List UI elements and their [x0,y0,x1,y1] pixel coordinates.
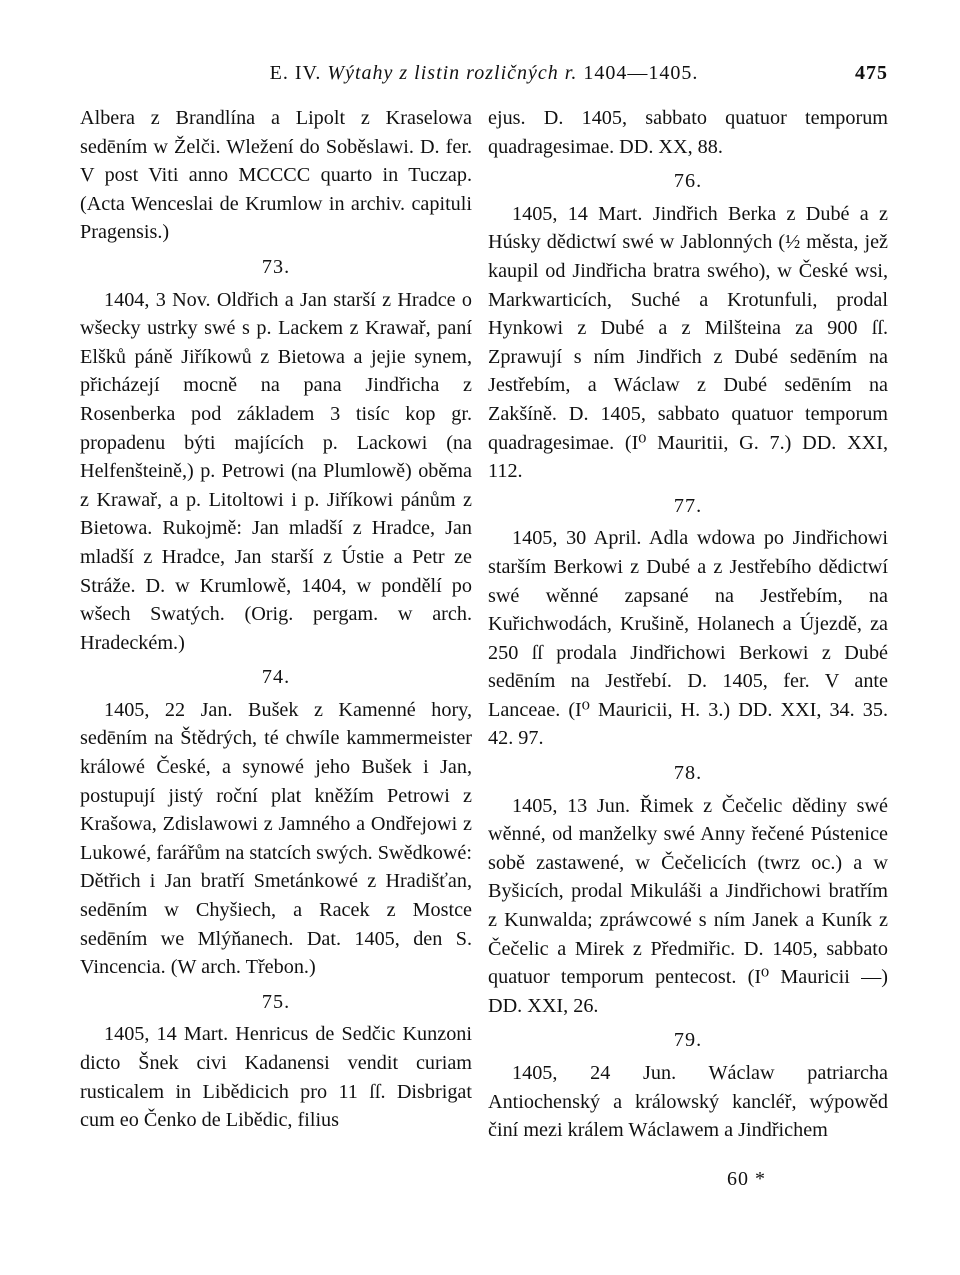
entry-72-continuation: Albera z Brandlína a Lipolt z Kraselowa sedēním w Želči. Wležení do Soběslawi. D. fer. V post Viti anno MCCCC quarto in Tuczap. (Acta Wenceslai de Krumlow in archiv. capituli Pragensis.) [80,107,472,244]
year-range: 1404—1405. [583,62,699,84]
left-column [80,104,472,1135]
section-title: Wýtahy z listin rozličných r. [327,62,578,84]
entry-74-text: 1405, 22 Jan. Bušek z Kamenné hory, sedēním na Štědrých, té chwíle kammermeister králowé České, a synowé jeho Bušek i Jan, postupují jistý roční plat kněžím Petrowi z Krašowa, Zdislawowi z Jamného a Ondřejowi z Lukowé, farářům na statcích swých. Swědkowé: Dětřich i Jan bratří Smetánkowé z Hradišťan, sedēním w Chyšiech, a Racek z Mostce sedēním we Mlýňanech. Dat. 1405, den S. Vincencia. (W arch. Třebon.) [80,698,472,979]
entry-73-text: 1404, 3 Nov. Oldřich a Jan starší z Hradce o wšecky ustrky swé s p. Lackem z Krawař, paní Elšků páně Jiříkowů z Bietowa a jejie synem, přicházejí mocně na pana Jindřicha z Rosenberka pod základem 3 tisíc kop gr. propadenu býti majících p. Lackowi (na Helfenšteině,) p. Petrowi (na Plumlowě) oběma z Krawař, a p. Litoltowi i p. Jiříkowi pánům z Bietowa. Rukojmě: Jan mladší z Hradce, Jan mladší z Hradce, Jan starší z Ústie a Petr ze Stráže. D. w Krumlowě, 1404, w pondělí po wšech Swatých. (Orig. pergam. w arch. Hradeckém.) [80,288,472,654]
chapter-label: E. IV. [269,62,322,84]
entry-76-text: 1405, 14 Mart. Jindřich Berka z Dubé a z Húsky dědictwí swé w Jablonných (½ města, jež kaupil od Jindřicha bratra swého), w České wsi, Markwarticích, Suché a Krotunfuli, prodal Hynkowi z Dubé a z Milšteina za 900 ſſ. Zprawují s ním Jindřich z Dubé sedēním na Jestřebím, a Wáclaw z Dubé sedēním na Zakšíně. D. 1405, sabbato quatuor temporum quadragesimae. (I⁰ Mauritii, G. 7.) DD. XXI, 112. [488,202,888,483]
running-header [80,62,888,96]
entry-number-79: 79. [673,1029,703,1052]
entry-number-78: 78. [673,762,703,785]
entry-75-text: 1405, 14 Mart. Henricus de Sedčic Kunzoni dicto Šnek civi Kadanensi vendit curiam rusticalem in Libědicich pro 11 ſſ. Disbrigat cum eo Čenko de Libědic, filius [80,1023,472,1132]
entry-78-text: 1405, 13 Jun. Řimek z Čečelic dědiny swé wěnné, od manželky swé Anny řečené Pústenice sobě zastawené, w Čečelicích (twrz oc.) a w Byšicích, prodal Mikuláši a Jindřichowi bratřím z Kunwalda; zpráwcowé s ním Janek a Kuník z Čečelic a Mirek z Předmiřic. D. 1405, sabbato quatuor temporum pentecost. (I⁰ Mauricii —) DD. XXI, 26. [488,794,888,1017]
entry-number-73: 73. [261,255,291,278]
right-column [488,104,888,1145]
entry-number-75: 75. [261,990,291,1013]
page-number: 475 [855,62,888,84]
entry-77-text: 1405, 30 April. Adla wdowa po Jindřichowi starším Berkowi z Dubé a z Jestřebího dědictwí swé wěnné zapsané na Jestřebím, na Kuřichwodách, Krušině, Holanech a Újezdě, za 250 ſſ prodala Jindřichowi Berkowi z Dubé sedēním na Jestřebí. D. 1405, fer. V ante Lanceae. (I⁰ Mauricii, H. 3.) DD. XXI, 34. 35. 42. 97. [488,527,888,750]
entry-number-76: 76. [673,170,703,193]
entry-number-74: 74. [261,666,291,689]
signature-mark: 60 * [727,1168,766,1190]
header-title [80,62,888,85]
entry-75-continuation: ejus. D. 1405, sabbato quatuor temporum quadragesimae. DD. XX, 88. [488,107,888,158]
entry-number-77: 77. [673,494,703,517]
entry-79-text: 1405, 24 Jun. Wáclaw patriarcha Antiochenský a králowský kancléř, wýpowěd činí mezi králem Wáclawem a Jindřichem [488,1062,888,1142]
